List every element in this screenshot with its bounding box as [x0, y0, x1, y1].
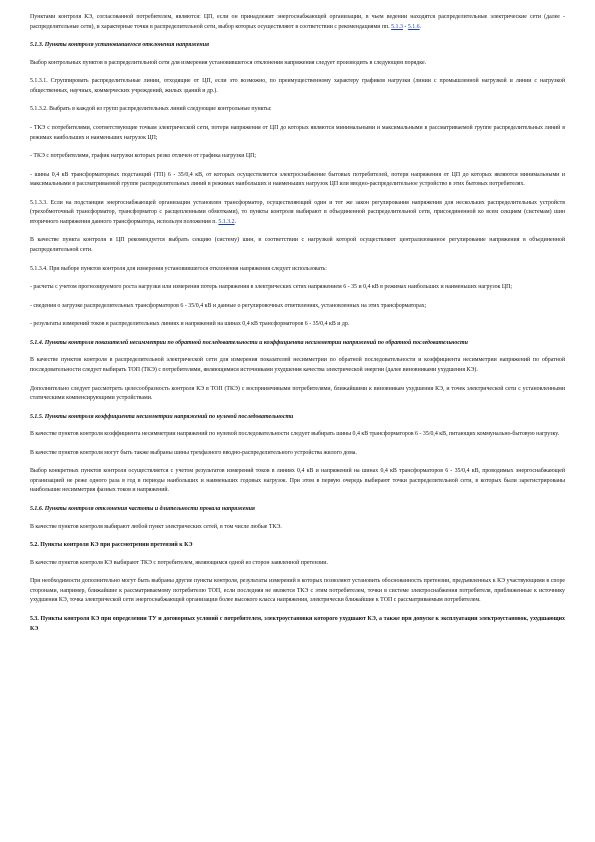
paragraph-5-1-3-4: 5.1.3.4. При выборе пунктов контроля для измерения установившегося отклонения напряжения следует использовать: — [30, 265, 327, 272]
text-run: . — [419, 23, 422, 30]
heading-5-1-3: 5.1.3. Пункты контроля установившегося отклонения напряжения — [30, 42, 210, 49]
link-5-1-3-2[interactable]: 5.1.3.2 — [218, 218, 235, 225]
paragraph-5-1-3-1: 5.1.3.1. Сгруппировать распределительные линии, отходящие от ЦП, если это возможно, по преимущественному характеру графиков нагрузки (линии с промышленной нагрузкой и линии с нагрузкой общественных, научных, коммерческих учреждений, жилых зданий и др.). — [30, 78, 565, 94]
text-run: . — [234, 218, 237, 225]
text-run: - — [402, 23, 408, 30]
list-item: - сведения о загрузке распределительных трансформаторов 6 - 35/0,4 кВ и данные о регулировочных ответвлениях, установленных на этих трансформаторах; — [30, 302, 427, 309]
paragraph-5-2-a: В качестве пунктов контроля КЭ выбирают ТКЭ с потребителем, являющимся одной из сторон заявленной претензии. — [30, 559, 328, 566]
heading-5-2: 5.2. Пункты контроля КЭ при рассмотрении претензий к КЭ — [30, 542, 193, 549]
paragraph-5-1-3-2: 5.1.3.2. Выбрать в каждой из групп распределительных линий следующие контрольные пункты: — [30, 106, 272, 113]
list-item: - шины 0,4 кВ трансформаторных подстанций (ТП) 6 - 35/0,4 кВ, от которых осуществляется электроснабжение бытовых потребителей, потери напряжения от ЦП до которых являются минимальными и максимальными в рассматриваемой группе распределительных линий в режимах наибольших и наименьших нагрузок ЦП или вводно-распределительное устройство в этих бытовых потребителях. — [30, 171, 565, 188]
text-run: 5.1.3.3. Если на подстанции энергоснабжающей организации установлен трансформатор, осуществляющий один и тот же закон регулирования напряжения для нескольких распределительных устройств (трехобмоточный трансформатор, трансформатор с расщепленными обмотками), то пункты контроля выбирают в объединенной распределительной сети, присоединенной ко всем секциям (системам) шин вторичного напряжения данного трансформатора, используя положения п. — [30, 199, 565, 225]
paragraph-5-1-3-3-b: В качестве пункта контроля в ЦП рекомендуется выбрать секцию (систему) шин, в соответствии с нагрузкой которой осуществляют централизованное регулирование напряжения в объединенной распределительной сети. — [30, 237, 565, 253]
paragraph-5-1-5-c: Выбор конкретных пунктов контроля осуществляется с учетом результатов измерений токов в линиях 0,4 кВ и напряжений на шинах 0,4 кВ трансформаторов 6 - 35/0,4 кВ, проводимых энергоснабжающей организацией не реже одного раза в год в периоды наибольших и наименьших годовых нагрузок. При этом в первую очередь выбирают точки распределительной сети, в которых были зарегистрированы наибольшие несимметрия фазных токов и напряжений. — [30, 468, 565, 494]
link-5-1-6[interactable]: 5.1.6 — [407, 23, 420, 30]
paragraph-5-2-b: При необходимости дополнительно могут быть выбраны другие пункты контроля, результаты измерений в которых позволяют установить обоснованность претензии, предъявленных к КЭ участвующими в споре сторонами, например, ближайшие к рассматриваемому потребителю ТОП, если последняя не является ТКЭ с этим потребителем, точки в системе электроснабжения потребителя, приближенные к источнику ухудшения КЭ, точка электрической сети энергоснабжающей организации более высокого класса напряжения, электрически ближайшие к ТОП с рассматриваемым потребителем. — [30, 578, 565, 604]
list-item: - ТКЭ с потребителями, соответствующие точкам электрической сети, потери напряжения от ЦП до которых являются минимальными и максимальными в рассматриваемой группе распределительных линий в режимах наибольших и наименьших нагрузок ЦП; — [30, 124, 565, 141]
list-item: - расчеты с учетом прогнозируемого роста нагрузки или измерения потерь напряжения в электрических сетях напряжением 6 - 35 и 0,4 кВ в режимах наибольших и наименьших нагрузок ЦП; — [30, 284, 512, 291]
paragraph-5-1-6: В качестве пунктов контроля выбирают любой пункт электрических сетей, в том числе любые ТКЭ. — [30, 523, 282, 530]
heading-5-1-6: 5.1.6. Пункты контроля отклонения частоты и длительности провала напряжения — [30, 506, 255, 512]
paragraph-5-1-4-a: В качестве пунктов контроля в распределительной электрической сети для измерения показателей несимметрии по обратной последовательности и коэффициента несимметрии напряжений по обратной последовательности следует выбирать ТОП (ТКЭ) с потребителями, являющимися источниками ухудшения качества электрической энергии (далее виновниками ухудшения КЭ). — [30, 357, 565, 373]
paragraph-5-1-3: Выбор контрольных пунктов в распределительной сети для измерения установившегося отклонения напряжения следует производить в следующем порядке. — [30, 59, 427, 66]
paragraph-5-1-3-3 — [30, 199, 565, 228]
heading-5-1-5: 5.1.5. Пункты контроля коэффициента несимметрии напряжений по нулевой последовательности — [30, 413, 294, 420]
paragraph-intro — [30, 13, 565, 32]
paragraph-5-1-4-b: Дополнительно следует рассмотреть целесообразность контроля КЭ в ТОП (ТКЭ) с восприимчивыми потребителями, ближайшими к виновникам ухудшения КЭ, и точек электрической сети с установленными статическими компенсирующими устройствами. — [30, 385, 565, 402]
heading-5-3: 5.3. Пункты контроля КЭ при определении ТУ и договорных условий с потребителем, электроустановки которого ухудшают КЭ, а также при допуске к эксплуатации электроустановок, ухудшающих КЭ — [30, 615, 565, 632]
list-item: - ТКЭ с потребителями, график нагрузки которых резко отличен от графика нагрузки ЦП; — [30, 153, 257, 160]
list-item: - результаты измерений токов в распределительных линиях и напряжений на шинах 0,4 кВ трансформаторов 6 - 35/0,4 кВ и др. — [30, 321, 350, 328]
text-run: Пунктами контроля КЭ, согласованной потребителем, являются: ЦП, если он принадлежит энергоснабжающей организации, в чьем ведении находятся распределительные электрические сети (далее - распределительные сети), и характерные точки в распределительной сети, выбор которых осуществляют в соответствии с рекомендациями пп. — [30, 14, 565, 30]
paragraph-5-1-5-b: В качестве пунктов контроля могут быть также выбраны шины трехфазного вводно-распределительного устройства жилого дома. — [30, 449, 357, 456]
heading-5-1-4: 5.1.4. Пункты контроля показателей несимметрии по обратной последовательности и коэффициента несимметрии напряжений по обратной последовательности — [30, 339, 468, 346]
paragraph-5-1-5-a: В качестве пунктов контроля коэффициента несимметрии напряжений по нулевой последовательности следует выбирать шины 0,4 кВ трансформаторов 6 - 35/0,4 кВ, питающих коммунально-бытовую нагрузку. — [30, 431, 560, 438]
link-5-1-3[interactable]: 5.1.3 — [391, 23, 403, 30]
